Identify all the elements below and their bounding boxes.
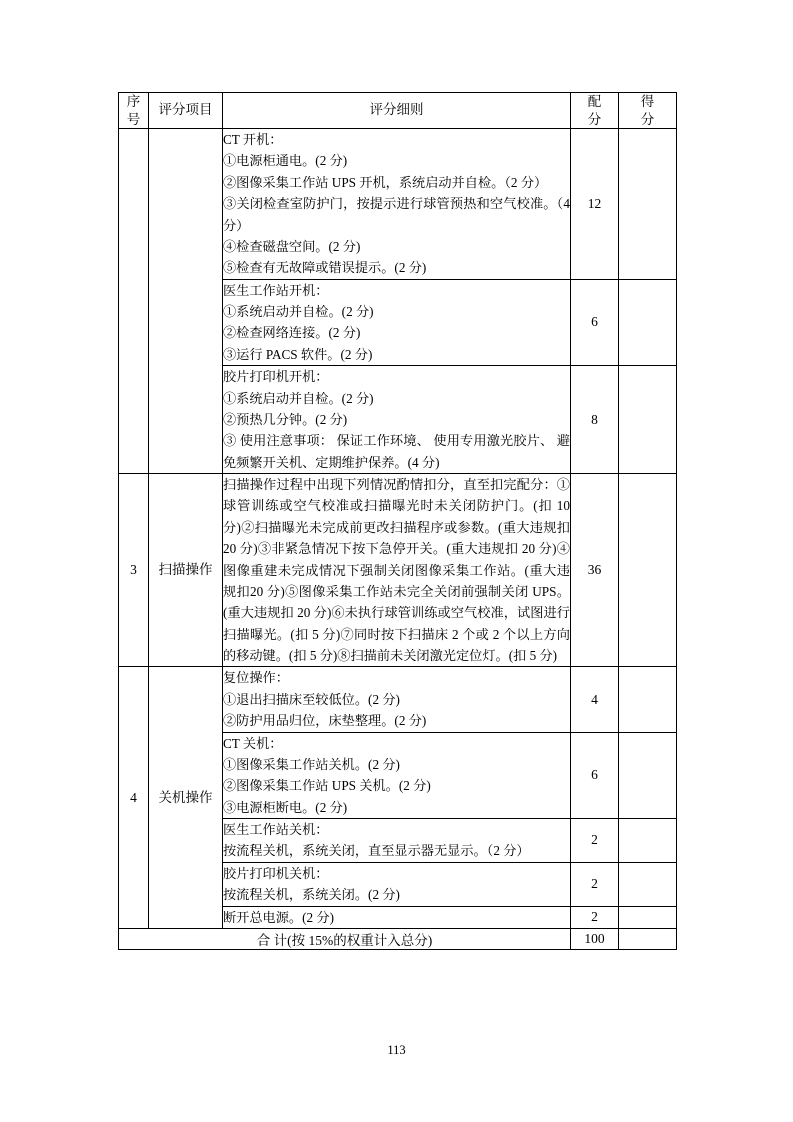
row-detail-cell <box>223 279 571 366</box>
row-item-cell <box>149 129 223 474</box>
table-row <box>119 667 677 732</box>
detail-line: ①系统启动并自检。(2 分) <box>223 390 374 406</box>
header-seq <box>119 93 149 129</box>
table-row <box>119 129 677 280</box>
detail-line: 按流程关机，系统关闭。(2 分) <box>223 887 400 903</box>
row-detail-cell <box>223 667 571 732</box>
row-got-cell[interactable] <box>619 862 677 906</box>
row-got-cell[interactable] <box>619 129 677 280</box>
detail-line: ②图像采集工作站 UPS 关机。(2 分) <box>223 778 431 794</box>
header-alloc <box>571 93 619 129</box>
row-seq-cell <box>119 129 149 474</box>
detail-line: ④检查磁盘空间。(2 分) <box>223 238 361 254</box>
detail-line: 按流程关机，系统关闭，直至显示器无显示。（2 分） <box>223 843 530 859</box>
header-got-line1: 得 <box>640 94 655 109</box>
detail-line: 胶片打印机开机： <box>223 369 329 385</box>
header-got <box>619 93 677 129</box>
header-alloc-line2: 分 <box>587 111 602 127</box>
detail-line: ③电源柜断电。(2 分) <box>223 799 348 815</box>
header-got-line2: 分 <box>640 111 655 127</box>
row-item-cell: 关机操作 <box>149 667 223 929</box>
detail-line: ②防护用品归位，床垫整理。(2 分) <box>223 713 427 729</box>
total-got[interactable] <box>619 928 677 949</box>
row-alloc-cell: 12 <box>571 129 619 280</box>
row-seq-cell: 4 <box>119 667 149 929</box>
detail-line: ①图像采集工作站关机。(2 分) <box>223 756 400 772</box>
row-got-cell[interactable] <box>619 819 677 863</box>
detail-line: ③关闭检查室防护门，按提示进行球管预热和空气校准。（4 分） <box>223 196 570 233</box>
header-seq-line1: 序 <box>126 94 141 109</box>
detail-line: CT 关机： <box>223 735 283 751</box>
detail-line: 断开总电源。(2 分) <box>223 909 334 925</box>
row-alloc-cell: 36 <box>571 474 619 667</box>
scoring-table-container <box>118 92 676 950</box>
header-alloc-line1: 配 <box>587 94 602 109</box>
detail-line: ⑤检查有无故障或错误提示。(2 分) <box>223 260 427 276</box>
detail-line: 胶片打印机关机： <box>223 865 329 881</box>
row-got-cell[interactable] <box>619 474 677 667</box>
detail-line: 医生工作站关机： <box>223 822 329 838</box>
detail-line: ①退出扫描床至较低位。(2 分) <box>223 691 400 707</box>
row-alloc-cell: 2 <box>571 906 619 928</box>
row-detail-cell <box>223 129 571 280</box>
row-item-cell: 扫描操作 <box>149 474 223 667</box>
header-row <box>119 93 677 129</box>
detail-line: ①电源柜通电。(2 分) <box>223 153 348 169</box>
total-alloc: 100 <box>571 928 619 949</box>
row-alloc-cell: 4 <box>571 667 619 732</box>
row-alloc-cell: 6 <box>571 279 619 366</box>
table-header <box>119 93 677 129</box>
row-got-cell[interactable] <box>619 366 677 474</box>
row-alloc-cell: 2 <box>571 862 619 906</box>
row-detail-cell <box>223 862 571 906</box>
table-row <box>119 474 677 667</box>
table-total-row <box>119 928 677 949</box>
detail-line: 医生工作站开机： <box>223 282 329 298</box>
row-detail-cell <box>223 474 571 667</box>
detail-line: ②预热几分钟。(2 分) <box>223 411 348 427</box>
header-detail: 评分细则 <box>223 93 571 129</box>
detail-line: ③ 使用注意事项： 保证工作环境、 使用专用激光胶片、 避免频繁开关机、定期维护保养。(4 分) <box>223 433 570 470</box>
page-number: 113 <box>387 1043 406 1057</box>
detail-line: 复位操作： <box>223 670 289 686</box>
detail-line: ②检查网络连接。(2 分) <box>223 325 361 341</box>
detail-line: 扫描操作过程中出现下列情况酌情扣分，直至扣完配分：①球管训练或空气校准或扫描曝光时未关闭防护门。(扣 10 分)②扫描曝光未完成前更改扫描程序或参数。(重大违规扣 20 分)③非紧急情况下按下急停开关。(重大违规扣 20 分)④图像重建未完成情况下强制关闭图像采集工作站。(重大违规扣20 分)⑤图像采集工作站未完全关闭前强制关闭 UPS。(重大违规扣 20 分)⑥未执行球管训练或空气校准，试图进行扫描曝光。(扣 5 分)⑦同时按下扫描床 2 个或 2 个以上方向的移动键。(扣 5 分)⑧扫描前未关闭激光定位灯。(扣 5 分) <box>223 477 570 664</box>
header-seq-line2: 号 <box>126 111 141 127</box>
total-label: 合 计(按 15%的权重计入总分) <box>119 928 571 949</box>
row-seq-cell: 3 <box>119 474 149 667</box>
table-body <box>119 129 677 950</box>
row-detail-cell <box>223 732 571 819</box>
row-alloc-cell: 6 <box>571 732 619 819</box>
row-alloc-cell: 2 <box>571 819 619 863</box>
header-item: 评分项目 <box>149 93 223 129</box>
detail-line: ①系统启动并自检。(2 分) <box>223 304 374 320</box>
row-got-cell[interactable] <box>619 279 677 366</box>
row-got-cell[interactable] <box>619 667 677 732</box>
row-got-cell[interactable] <box>619 732 677 819</box>
row-alloc-cell: 8 <box>571 366 619 474</box>
row-detail-cell <box>223 906 571 928</box>
scoring-table <box>118 92 677 950</box>
detail-line: ③运行 PACS 软件。(2 分) <box>223 346 373 362</box>
detail-line: ②图像采集工作站 UPS 开机，系统启动并自检。（2 分） <box>223 174 548 190</box>
row-detail-cell <box>223 819 571 863</box>
detail-line: CT 开机： <box>223 132 283 148</box>
row-got-cell[interactable] <box>619 906 677 928</box>
row-detail-cell <box>223 366 571 474</box>
